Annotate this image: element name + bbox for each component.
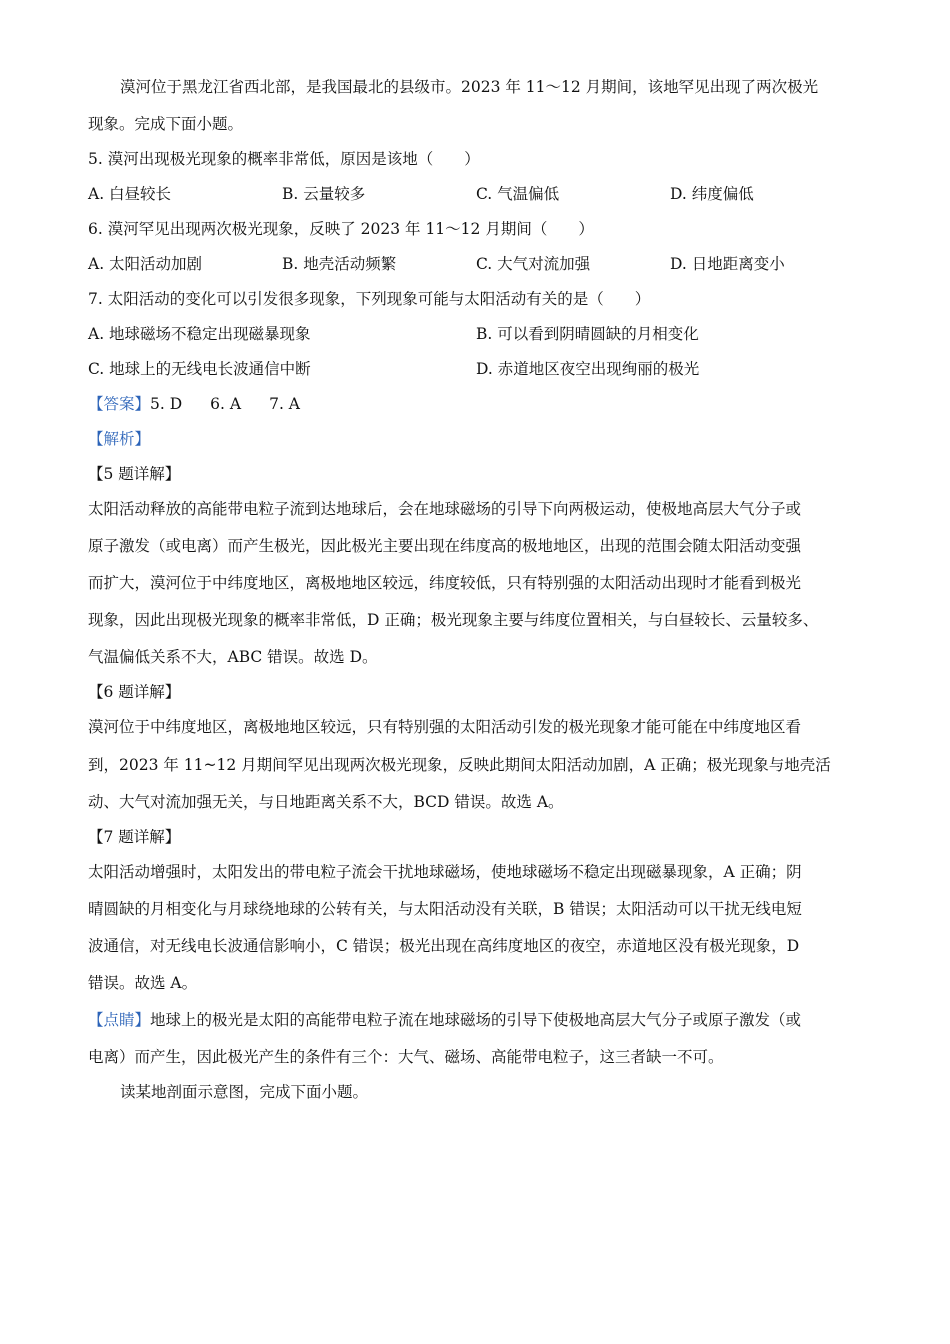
detail-text-line: 晴圆缺的月相变化与月球绕地球的公转有关，与太阳活动没有关联，B 错误；太阳活动可以干扰无线电短 [88, 900, 802, 918]
detail-text-line: 太阳活动增强时，太阳发出的带电粒子流会干扰地球磁场，使地球磁场不稳定出现磁暴现象，A 正确；阴 [88, 863, 802, 881]
option: C. 大气对流加强 [476, 255, 591, 273]
detail-heading: 【5 题详解】 [88, 465, 181, 483]
option: C. 气温偏低 [476, 185, 560, 203]
detail-text-line: 到，2023 年 11~12 月期间罕见出现两次极光现象，反映此期间太阳活动加剧，A 正确；极光现象与地壳活 [88, 756, 831, 774]
intro-text-line: 漠河位于黑龙江省西北部，是我国最北的县级市。2023 年 11～12 月期间，该地罕见出现了两次极光 [120, 78, 819, 96]
option: B. 可以看到阴晴圆缺的月相变化 [476, 325, 699, 343]
analysis-tag: 【解析】 [88, 430, 151, 448]
option: D. 日地距离变小 [670, 255, 785, 273]
detail-text-line: 原子激发（或电离）而产生极光，因此极光主要出现在纬度高的极地地区，出现的范围会随太阳活动变强 [88, 537, 802, 555]
detail-text-line: 漠河位于中纬度地区，离极地地区较远，只有特别强的太阳活动引发的极光现象才能可能在中纬度地区看 [88, 718, 802, 736]
tip-text-line: 电离）而产生，因此极光产生的条件有三个：大气、磁场、高能带电粒子，这三者缺一不可。 [88, 1048, 724, 1066]
detail-text-line: 波通信，对无线电长波通信影响小，C 错误；极光出现在高纬度地区的夜空，赤道地区没有极光现象，D [88, 937, 800, 955]
answer-line [88, 393, 328, 415]
answer-item: 5. D [150, 395, 183, 413]
detail-text-line: 动、大气对流加强无关，与日地距离关系不大，BCD 错误。故选 A。 [88, 793, 564, 811]
detail-heading: 【6 题详解】 [88, 683, 181, 701]
answer-tag: 【答案】 [88, 395, 151, 413]
option: B. 地壳活动频繁 [282, 255, 397, 273]
option: A. 白昼较长 [88, 185, 172, 203]
option: D. 赤道地区夜空出现绚丽的极光 [476, 360, 700, 378]
detail-text-line: 现象，因此出现极光现象的概率非常低，D 正确；极光现象主要与纬度位置相关，与白昼较长、云量较多、 [88, 611, 819, 629]
answer-item: 6. A [210, 395, 242, 413]
detail-heading: 【7 题详解】 [88, 828, 181, 846]
option: A. 太阳活动加剧 [88, 255, 203, 273]
detail-text-line: 而扩大，漠河位于中纬度地区，离极地地区较远，纬度较低，只有特别强的太阳活动出现时才能看到极光 [88, 574, 802, 592]
option: C. 地球上的无线电长波通信中断 [88, 360, 311, 378]
answer-item: 7. A [269, 395, 301, 413]
detail-text-line: 太阳活动释放的高能带电粒子流到达地球后，会在地球磁场的引导下向两极运动，使极地高层大气分子或 [88, 500, 802, 518]
intro-text-line: 读某地剖面示意图，完成下面小题。 [120, 1083, 369, 1101]
tip-tag: 【点睛】 [88, 1011, 151, 1029]
intro-text-line: 现象。完成下面小题。 [88, 115, 244, 133]
option: A. 地球磁场不稳定出现磁暴现象 [88, 325, 311, 343]
detail-text-line: 错误。故选 A。 [88, 974, 198, 992]
question-stem: 7. 太阳活动的变化可以引发很多现象，下列现象可能与太阳活动有关的是（ ） [88, 290, 651, 308]
tip-text: 地球上的极光是太阳的高能带电粒子流在地球磁场的引导下使极地高层大气分子或原子激发（或 [150, 1011, 802, 1029]
option: D. 纬度偏低 [670, 185, 754, 203]
question-stem: 5. 漠河出现极光现象的概率非常低，原因是该地（ ） [88, 150, 480, 168]
option: B. 云量较多 [282, 185, 366, 203]
question-stem: 6. 漠河罕见出现两次极光现象，反映了 2023 年 11～12 月期间（ ） [88, 220, 594, 238]
detail-text-line: 气温偏低关系不大，ABC 错误。故选 D。 [88, 648, 378, 666]
tip-line [88, 1009, 801, 1031]
